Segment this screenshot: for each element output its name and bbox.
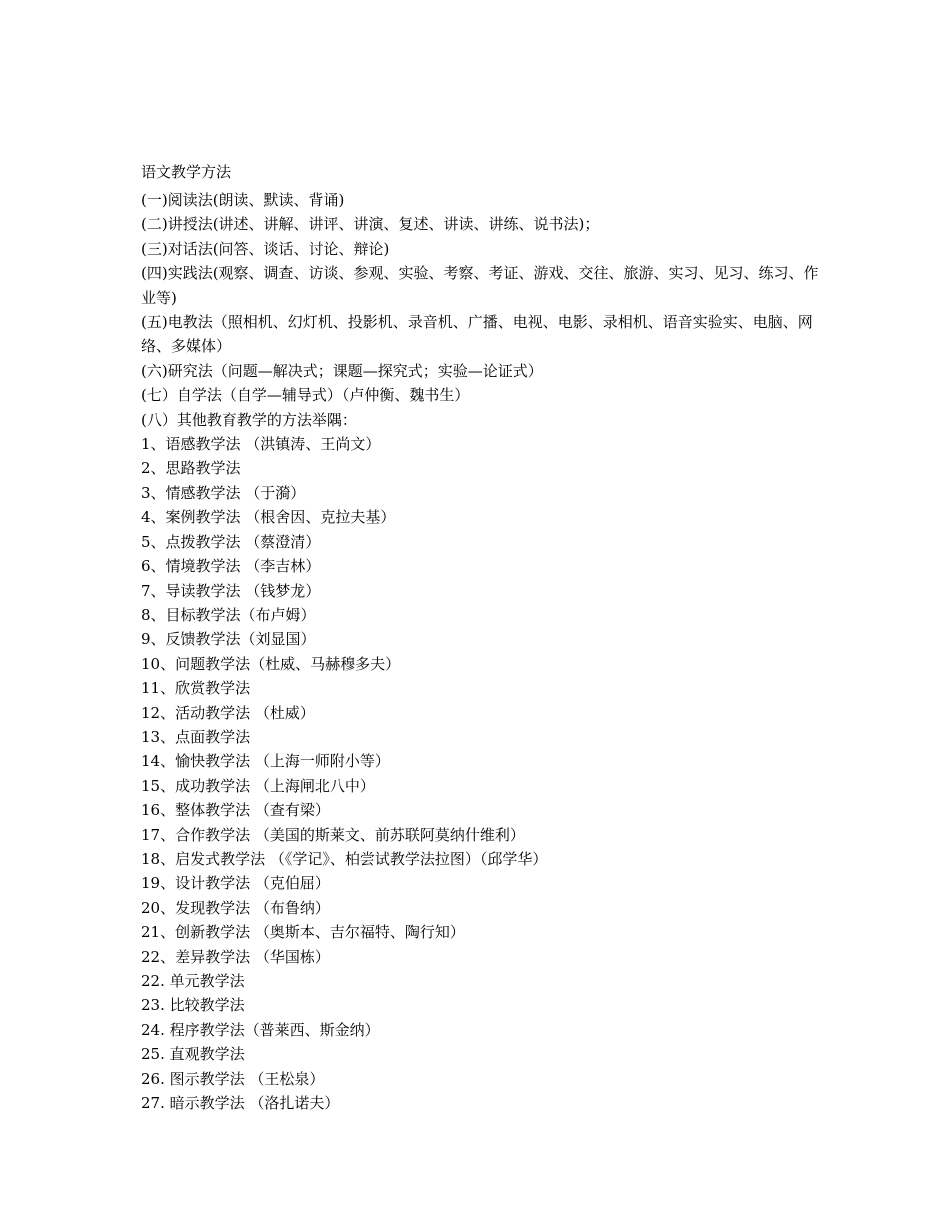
- list-item: 18、启发式教学法 （《学记》、柏尝试教学法拉图）（邱学华）: [141, 849, 548, 868]
- list-item: 14、愉快教学法 （上海一师附小等）: [141, 752, 390, 771]
- section-lecture: (二)讲授法(讲述、讲解、讲评、讲演、复述、讲读、讲练、说书法)；: [141, 215, 600, 234]
- section-other-methods: (八）其他教育教学的方法举隅：: [141, 410, 357, 429]
- section-research: (六)研究法（问题—解决式；课题—探究式；实验—论证式）: [141, 361, 543, 380]
- section-audiovisual: (五)电教法（照相机、幻灯机、投影机、录音机、广播、电视、电影、录相机、语音实验实、电脑、网络、多媒体）: [141, 313, 813, 356]
- list-item: 13、点面教学法: [141, 727, 251, 746]
- list-item: 15、成功教学法 （上海闸北八中）: [141, 776, 375, 795]
- section-dialogue: (三)对话法(问答、谈话、讨论、辩论): [141, 239, 390, 258]
- list-item: 17、合作教学法 （美国的斯莱文、前苏联阿莫纳什维利）: [141, 825, 525, 844]
- list-item: 8、目标教学法（布卢姆）: [141, 605, 316, 624]
- document-body: [141, 160, 831, 1115]
- list-item: 16、整体教学法 （查有梁）: [141, 801, 330, 820]
- document-title: 语文教学方法: [141, 163, 232, 181]
- list-item: 9、反馈教学法（刘显国）: [141, 630, 316, 649]
- list-item: 19、设计教学法 （克伯屈）: [141, 874, 330, 893]
- list-item: 22、差异教学法 （华国栋）: [141, 947, 330, 966]
- list-item: 23. 比较教学法: [141, 996, 245, 1015]
- list-item: 1、语感教学法 （洪镇涛、王尚文）: [141, 435, 381, 454]
- list-item: 2、思路教学法: [141, 459, 241, 478]
- list-item: 3、情感教学法 （于漪）: [141, 483, 306, 502]
- list-item: 20、发现教学法 （布鲁纳）: [141, 898, 330, 917]
- section-practice: (四)实践法(观察、调查、访谈、参观、实验、考察、考证、游戏、交往、旅游、实习、见习、练习、作业等): [141, 264, 819, 307]
- list-item: 27. 暗示教学法 （洛扎诺夫）: [141, 1094, 340, 1113]
- list-item: 5、点拨教学法 （蔡澄清）: [141, 532, 321, 551]
- list-item: 12、活动教学法 （杜威）: [141, 703, 315, 722]
- list-item: 21、创新教学法 （奥斯本、吉尔福特、陶行知）: [141, 923, 465, 942]
- list-item: 6、情境教学法 （李吉林）: [141, 557, 321, 576]
- section-reading: (一)阅读法(朗读、默读、背诵): [141, 191, 345, 209]
- section-self-study: (七）自学法（自学—辅导式）（卢仲衡、魏书生）: [141, 386, 470, 405]
- list-item: 22. 单元教学法: [141, 972, 245, 990]
- method-list: [141, 432, 831, 1115]
- list-item: 25. 直观教学法: [141, 1045, 245, 1064]
- list-item: 4、案例教学法 （根舍因、克拉夫基）: [141, 508, 396, 527]
- list-item: 7、导读教学法 （钱梦龙）: [141, 581, 321, 600]
- list-item: 26. 图示教学法 （王松泉）: [141, 1069, 325, 1088]
- list-item: 10、问题教学法（杜威、马赫穆多夫）: [141, 654, 401, 673]
- list-item: 24. 程序教学法（普莱西、斯金纳）: [141, 1020, 380, 1039]
- section-list: [141, 188, 831, 432]
- list-item: 11、欣赏教学法: [141, 679, 251, 698]
